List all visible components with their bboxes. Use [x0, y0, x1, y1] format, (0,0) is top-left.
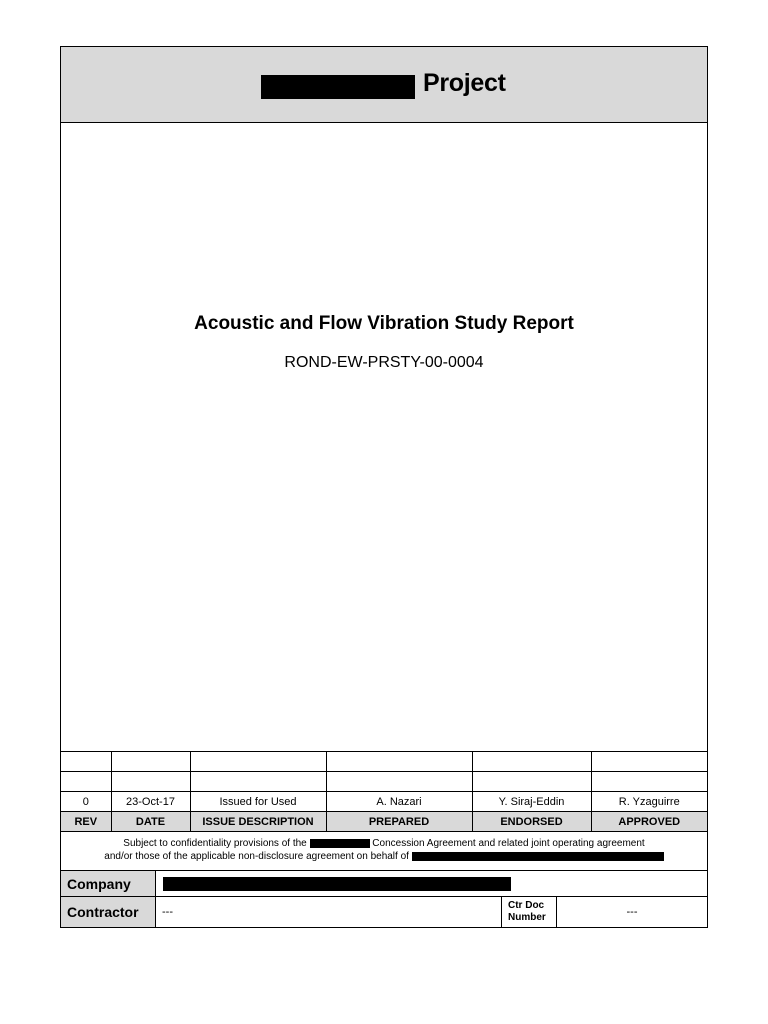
approved-cell — [591, 772, 707, 792]
contractor-row — [61, 897, 707, 927]
document-page — [60, 46, 708, 928]
table-header-row — [61, 812, 707, 832]
prepared-cell: A. Nazari — [326, 792, 472, 812]
rev-cell — [61, 772, 111, 792]
prepared-cell — [326, 752, 472, 772]
column-header-prepared: PREPARED — [326, 812, 472, 832]
redacted-company-name — [412, 852, 664, 861]
column-header-endorsed: ENDORSED — [472, 812, 591, 832]
endorsed-cell — [472, 752, 591, 772]
date-cell — [111, 772, 190, 792]
rev-cell: 0 — [61, 792, 111, 812]
contractor-value: --- — [162, 906, 173, 918]
ctr-doc-number-label: Ctr Doc Number — [501, 897, 557, 927]
approved-cell: R. Yzaguirre — [591, 792, 707, 812]
column-header-date: DATE — [111, 812, 190, 832]
document-number: ROND-EW-PRSTY-00-0004 — [284, 354, 484, 371]
project-header — [61, 47, 707, 123]
redacted-project-name — [261, 75, 415, 99]
approved-cell — [591, 752, 707, 772]
company-label: Company — [61, 871, 156, 896]
confidentiality-text-3: and/or those of the applicable non-disclosure agreement on behalf of — [104, 851, 409, 862]
ctr-doc-number-value: --- — [626, 906, 638, 918]
prepared-cell — [326, 772, 472, 792]
project-label: Project — [423, 69, 506, 97]
endorsed-cell — [472, 772, 591, 792]
description-cell — [190, 752, 326, 772]
column-header-approved: APPROVED — [591, 812, 707, 832]
rev-cell — [61, 752, 111, 772]
confidentiality-text-1: Subject to confidentiality provisions of the — [123, 838, 307, 849]
table-row — [61, 772, 707, 792]
revision-table — [61, 751, 707, 832]
document-title: Acoustic and Flow Vibration Study Report — [194, 313, 574, 334]
contractor-label: Contractor — [61, 897, 156, 927]
redacted-party-name — [310, 839, 370, 848]
column-header-issue-description: ISSUE DESCRIPTION — [190, 812, 326, 832]
endorsed-cell: Y. Siraj-Eddin — [472, 792, 591, 812]
table-row — [61, 792, 707, 812]
confidentiality-notice — [61, 831, 707, 871]
description-cell — [190, 772, 326, 792]
redacted-company-value — [163, 877, 511, 891]
confidentiality-text-2: Concession Agreement and related joint operating agreement — [372, 838, 645, 849]
date-cell — [111, 752, 190, 772]
date-cell: 23-Oct-17 — [111, 792, 190, 812]
column-header-rev: REV — [61, 812, 111, 832]
description-cell: Issued for Used — [190, 792, 326, 812]
company-row — [61, 871, 707, 897]
table-row — [61, 752, 707, 772]
